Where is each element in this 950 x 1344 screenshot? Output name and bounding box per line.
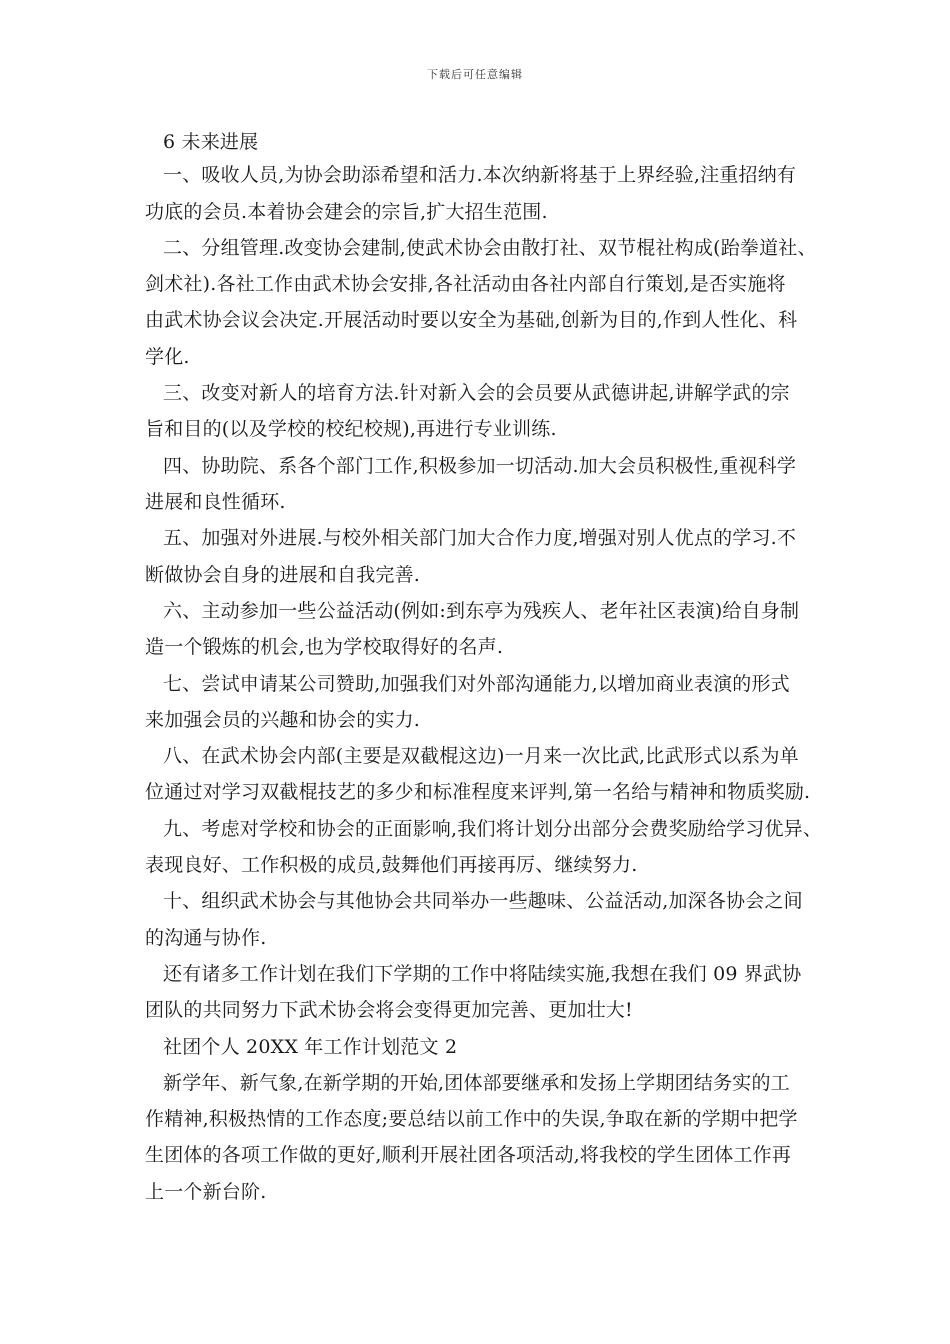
paragraph-line: 新学年、新气象,在新学期的开始,团体部要继承和发扬上学期团结务实的工: [163, 1072, 790, 1094]
paragraph-line: 造一个锻炼的机会,也为学校取得好的名声.: [145, 636, 504, 658]
paragraph-line: 还有诸多工作计划在我们下学期的工作中将陆续实施,我想在我们 09 界武协: [163, 963, 802, 985]
paragraph-line: 二、分组管理.改变协会建制,使武术协会由散打社、双节棍社构成(跆拳道社、: [163, 237, 817, 259]
section-heading: 社团个人 20XX 年工作计划范文 2: [163, 1036, 458, 1058]
paragraph-line: 八、在武术协会内部(主要是双截棍这边)一月来一次比武,比武形式以系为单: [163, 745, 799, 767]
paragraph-line: 断做协会自身的进展和自我完善.: [145, 564, 421, 586]
paragraph-line: 旨和目的(以及学校的校纪校规),再进行专业训练.: [145, 418, 557, 440]
paragraph-line: 由武术协会议会决定.开展活动时要以安全为基础,创新为目的,作到人性化、科: [145, 309, 798, 331]
paragraph-line: 来加强会员的兴趣和协会的实力.: [145, 709, 421, 731]
paragraph-line: 进展和良性循环.: [145, 491, 286, 513]
paragraph-line: 十、组织武术协会与其他协会共同举办一些趣味、公益活动,加深各协会之间: [163, 890, 803, 912]
paragraph-line: 的沟通与协作.: [145, 927, 267, 949]
page-header: 下载后可任意编辑: [427, 68, 523, 81]
paragraph-line: 剑术社).各社工作由武术协会安排,各社活动由各社内部自行策划,是否实施将: [145, 273, 786, 295]
paragraph-line: 五、加强对外进展.与校外相关部门加大合作力度,增强对别人优点的学习.不: [163, 527, 797, 549]
paragraph-line: 四、协助院、系各个部门工作,积极参加一切活动.加大会员积极性,重视科学: [163, 455, 797, 477]
paragraph-line: 学化.: [145, 346, 190, 368]
paragraph-line: 七、尝试申请某公司赞助,加强我们对外部沟通能力,以增加商业表演的形式: [163, 673, 790, 695]
paragraph-line: 九、考虑对学校和协会的正面影响,我们将计划分出部分会费奖励给学习优异、: [163, 818, 823, 840]
section-heading: 6 未来进展: [163, 131, 259, 153]
paragraph-line: 功底的会员.本着协会建会的宗旨,扩大招生范围.: [145, 201, 548, 223]
paragraph-line: 表现良好、工作积极的成员,鼓舞他们再接再厉、继续努力.: [145, 854, 638, 876]
paragraph-line: 作精神,积极热情的工作态度;要总结以前工作中的失误,争取在新的学期中把学: [145, 1108, 798, 1130]
paragraph-line: 三、改变对新人的培育方法.针对新入会的会员要从武德讲起,讲解学武的宗: [163, 382, 790, 404]
paragraph-line: 生团体的各项工作做的更好,顺利开展社团各项活动,将我校的学生团体工作再: [145, 1144, 792, 1166]
paragraph-line: 一、吸收人员,为协会助添希望和活力.本次纳新将基于上界经验,注重招纳有: [163, 164, 797, 186]
paragraph-line: 上一个新台阶.: [145, 1181, 267, 1203]
paragraph-line: 团队的共同努力下武术协会将会变得更加完善、更加壮大!: [145, 999, 633, 1021]
paragraph-line: 六、主动参加一些公益活动(例如:到东亭为残疾人、老年社区表演)给自身制: [163, 600, 800, 622]
paragraph-line: 位通过对学习双截棍技艺的多少和标准程度来评判,第一名给与精神和物质奖励.: [145, 781, 811, 803]
